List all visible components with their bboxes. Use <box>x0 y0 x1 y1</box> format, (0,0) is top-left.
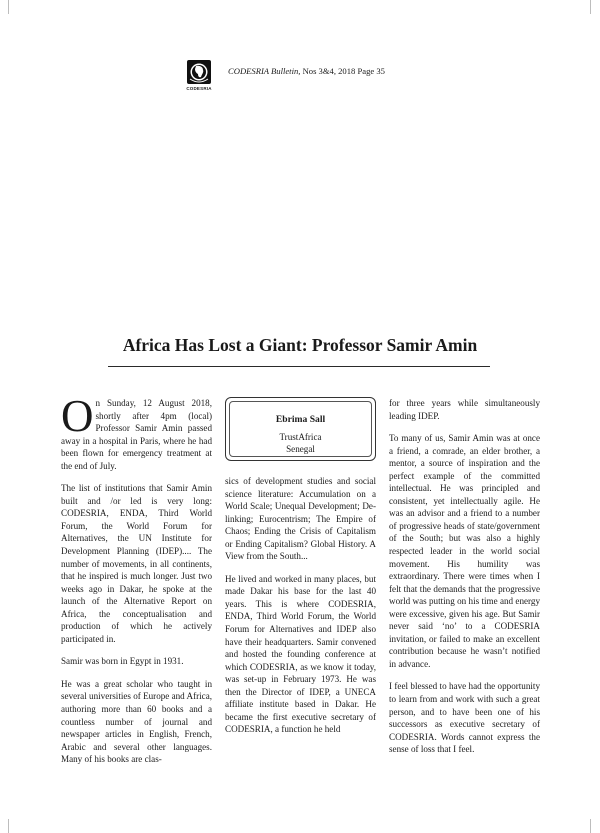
running-head-text <box>228 66 385 76</box>
page-number: Page 35 <box>357 66 385 76</box>
column-2 <box>225 397 376 746</box>
logo-label: CODESRIA <box>186 86 212 91</box>
paragraph: To many of us, Samir Amin was at once a friend, a comrade, an elder brother, a mentor, a source of inspiration and the perfect example of the committed intellectual. He was principled and consistent, yet intellectually agile. He was an advisor and a friend to a number of progressive heads of state/government of the South; but was also a highly respected leader in the world social movement. His humility was extraordinary. There were times when I felt that the demands that the progressive world was putting on his time and energy were excessive, given his age. But Samir never said ‘no’ to a CODESRIA invitation, or failed to make an excellent contribution because he wasn’t notified in advance. <box>389 433 540 669</box>
author-country: Senegal <box>286 443 315 454</box>
issue-number: Nos 3&4, 2018 <box>302 66 356 76</box>
author-organization: TrustAfrica <box>279 431 322 442</box>
author-name: Ebrima Sall <box>275 414 326 425</box>
paragraph: The list of institutions that Samir Amin built and /or led is very long: CODESRIA, ENDA, Third World Forum, the World Forum for Alternatives, the UN Institute for Development Planning (IDEP).... The number of movements, in all continents, that he inspired is much longer. Just two weeks ago in Dakar, he spoke at the launch of the Alternative Report on Africa, the conceptualisation and production of which he actively participated in. <box>61 483 212 644</box>
paragraph: Samir was born in Egypt in 1931. <box>61 656 184 667</box>
column-1 <box>61 391 213 776</box>
article-title: Africa Has Lost a Giant: Professor Samir Amin <box>122 335 478 355</box>
paragraph: He was a great scholar who taught in several universities of Europe and Africa, authoring more than 60 books and a countless number of journal and newspaper articles in English, French, Arabic and several other languages. Many of his books are clas- <box>61 678 213 765</box>
column-3 <box>389 397 540 766</box>
author-box <box>225 397 376 461</box>
drop-cap: O <box>61 391 94 441</box>
paragraph: I feel blessed to have had the opportunity to learn from and work with such a great person, and to have been one of his successors as executive secretary of CODESRIA. Words cannot express the sense of loss that I feel. <box>389 681 540 755</box>
publication-name: CODESRIA Bulletin, <box>228 66 301 76</box>
paragraph: sics of development studies and social science literature: Accumulation on a World Scale; Unequal Development; De-linking; Eurocentrism; The Empire of Chaos; Ending the Crisis of Capitalism or Ending Capitalism? Global History. A View from the South... <box>225 476 376 562</box>
title-rule <box>108 366 490 367</box>
paragraph: He lived and worked in many places, but made Dakar his base for the last 40 years. This is where CODESRIA, ENDA, Third World Forum, the World Forum for Alternatives and IDEP also have their headquarters. Samir convened and hosted the founding conference at which CODESRIA, as we know it today, was set-up in February 1973. He was then the Director of IDEP, a UNECA affiliate institute based in Dakar. He became the first executive secretary of CODESRIA, a function he held <box>225 573 376 735</box>
paragraph-text: n Sunday, 12 August 2018, shortly after 4pm (local) Professor Samir Amin passed away in a hospital in Paris, where he had been flown for emergency treatment at the end of July. <box>61 398 212 471</box>
paragraph <box>61 391 212 472</box>
paragraph: for three years while simultaneously leading IDEP. <box>389 398 540 421</box>
running-header <box>186 60 396 94</box>
